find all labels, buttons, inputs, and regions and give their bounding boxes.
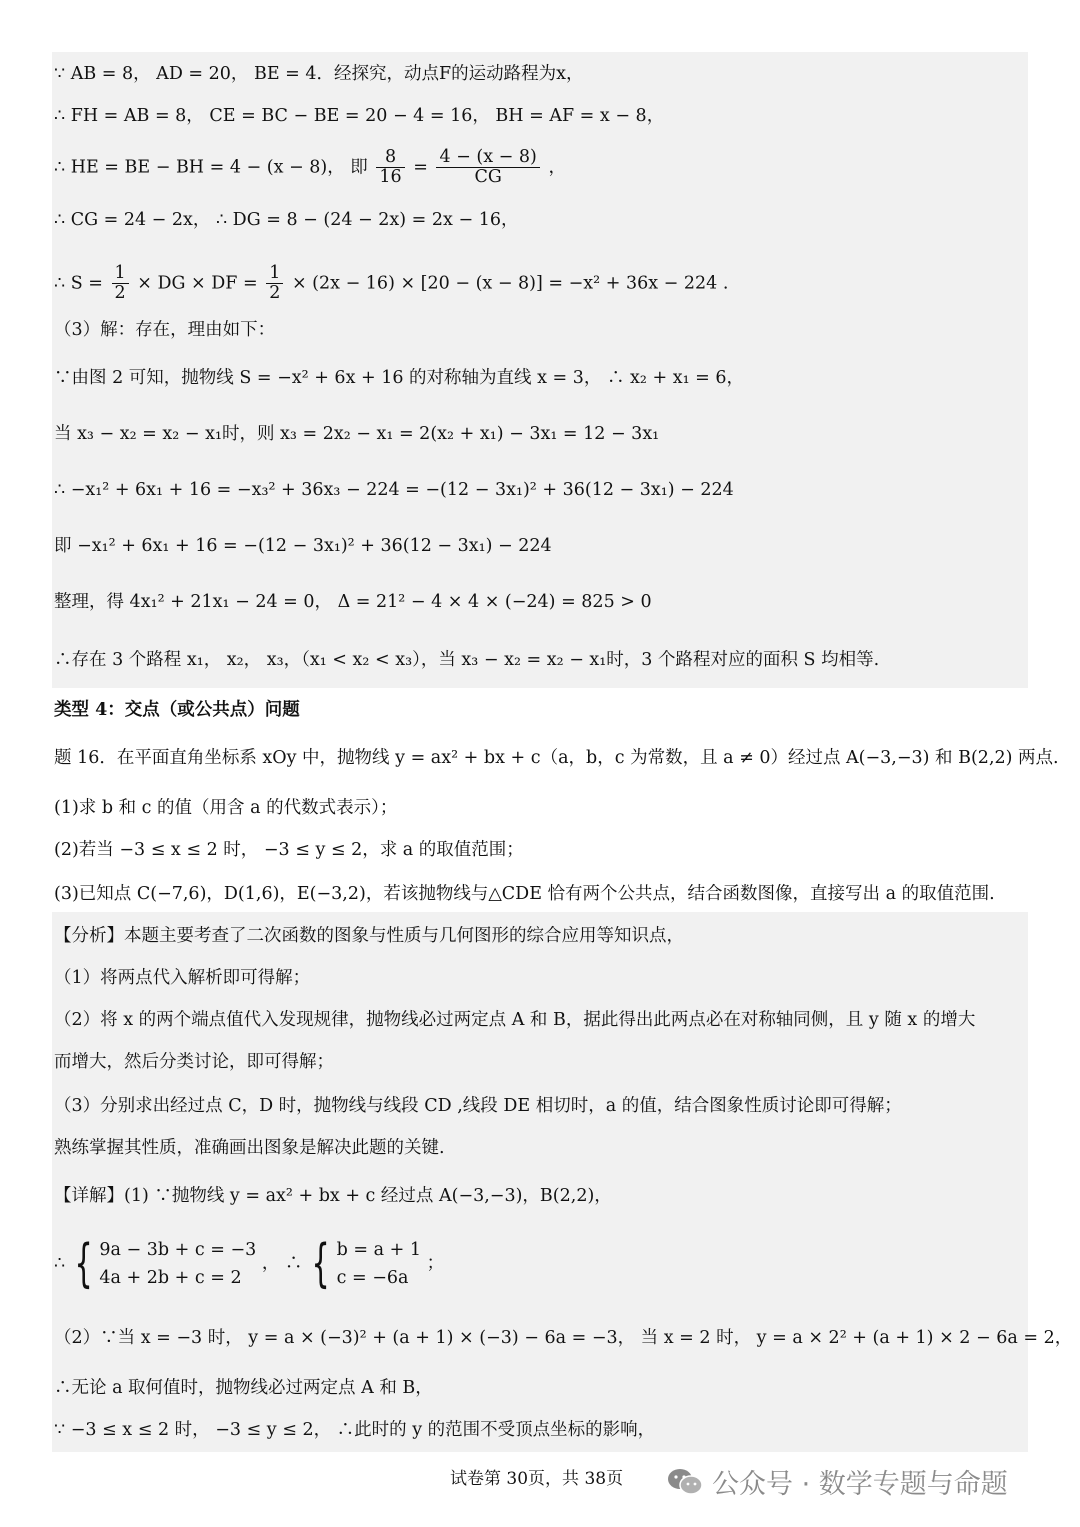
equals-sign: = xyxy=(413,157,428,178)
equation: c = −6a xyxy=(336,1268,409,1288)
text-line-fraction xyxy=(54,264,1040,304)
text-line: （1）将两点代入解析即可得解； xyxy=(54,968,311,988)
numerator: 4 − (x − 8) xyxy=(436,148,539,168)
text-segment: ∴ S = xyxy=(54,273,103,294)
wechat-icon xyxy=(666,1466,704,1498)
text-line: ∴存在 3 个路程 x₁， x₂， x₃，（x₁ < x₂ < x₃），当 x₃ − x₂ = x₂ − x₁时，3 个路程对应的面积 S 均相等. xyxy=(54,650,880,670)
equation-stack xyxy=(99,1236,256,1292)
text-line: ∵由图 2 可知，抛物线 S = −x² + 6x + 16 的对称轴为直线 x = 3， ∴ x₂ + x₁ = 6， xyxy=(54,368,745,388)
text-line: 【分析】本题主要考查了二次函数的图象与性质与几何图形的综合应用等知识点， xyxy=(54,926,684,946)
watermark xyxy=(666,1462,1008,1501)
text-segment: × DG × DF = xyxy=(137,273,258,294)
type-heading: 类型 4：交点（或公共点）问题 xyxy=(54,700,300,720)
text-line: 熟练掌握其性质，准确画出图象是解决此题的关键. xyxy=(54,1138,445,1158)
fraction xyxy=(112,264,129,304)
denominator: 16 xyxy=(379,167,402,188)
denominator: CG xyxy=(474,167,502,188)
denominator: 2 xyxy=(269,283,281,304)
fraction xyxy=(436,148,539,188)
denominator: 2 xyxy=(114,283,126,304)
text-line: 【详解】(1) ∵抛物线 y = ax² + bx + c 经过点 A(−3,−3)，B(2,2)， xyxy=(54,1186,612,1206)
text-segment: × (2x − 16) × [20 − (x − 8)] = −x² + 36x − 224 . xyxy=(291,273,729,294)
text-line: ∵ −3 ≤ x ≤ 2 时， −3 ≤ y ≤ 2， ∴此时的 y 的范围不受顶点坐标的影响， xyxy=(54,1420,656,1440)
fraction xyxy=(376,148,404,188)
equation: 9a − 3b + c = −3 xyxy=(99,1240,257,1260)
watermark-text: 公众号 · 数学专题与命题 xyxy=(712,1469,1008,1500)
question-line: 题 16．在平面直角坐标系 xOy 中，抛物线 y = ax² + bx + c（a，b，c 为常数，且 a ≠ 0）经过点 A(−3,−3) 和 B(2,2) 两点. xyxy=(54,748,1059,768)
separator: ， ∴ xyxy=(261,1253,303,1274)
text-line: ∴ FH = AB = 8， CE = BC − BE = 20 − 4 = 16， BH = AF = x − 8， xyxy=(54,106,665,126)
equation: b = a + 1 xyxy=(336,1240,422,1260)
text-line: ∴无论 a 取何值时，抛物线必过两定点 A 和 B， xyxy=(54,1378,433,1398)
question-line: (2)若当 −3 ≤ x ≤ 2 时， −3 ≤ y ≤ 2，求 a 的取值范围； xyxy=(54,840,524,860)
left-brace-icon: { xyxy=(74,1234,93,1294)
numerator: 1 xyxy=(266,264,283,284)
fraction xyxy=(266,264,283,304)
text-line: ∴ CG = 24 − 2x， ∴ DG = 8 − (24 − 2x) = 2x − 16， xyxy=(54,210,519,230)
text-line: （3）解：存在，理由如下： xyxy=(54,320,276,340)
numerator: 8 xyxy=(376,148,404,168)
text-segment: ， xyxy=(548,157,566,178)
numerator: 1 xyxy=(112,264,129,284)
solution-panel-2 xyxy=(52,912,1028,1452)
text-line: （2）∵当 x = −3 时， y = a × (−3)² + (a + 1) × (−3) − 6a = −3， 当 x = 2 时， y = a × 2² + (a + 1) × 2 − 6a = 2， xyxy=(54,1328,1073,1348)
text-line: 而增大，然后分类讨论，即可得解； xyxy=(54,1052,334,1072)
text-line: 当 x₃ − x₂ = x₂ − x₁时，则 x₃ = 2x₂ − x₁ = 2(x₂ + x₁) − 3x₁ = 12 − 3x₁ xyxy=(54,424,660,444)
question-line: (3)已知点 C(−7,6)，D(1,6)，E(−3,2)，若该抛物线与△CDE 恰有两个公共点，结合函数图像，直接写出 a 的取值范围. xyxy=(54,884,995,904)
left-brace-icon: { xyxy=(311,1234,330,1294)
equation: 4a + 2b + c = 2 xyxy=(99,1268,242,1288)
text-segment: ∴ HE = BE − BH = 4 − (x − 8)， 即 xyxy=(54,157,368,178)
text-line-fraction xyxy=(54,148,1040,188)
therefore-symbol: ∴ xyxy=(54,1253,66,1274)
text-line: （3）分别求出经过点 C，D 时，抛物线与线段 CD ,线段 DE 相切时，a 的值，结合图象性质讨论即可得解； xyxy=(54,1096,902,1116)
text-line: ∵ AB = 8， AD = 20， BE = 4．经探究，动点F的运动路程为x， xyxy=(54,64,584,84)
page-footer: 试卷第 30页，共 38页 xyxy=(450,1469,624,1489)
text-line: 整理，得 4x₁² + 21x₁ − 24 = 0， Δ = 21² − 4 × 4 × (−24) = 825 > 0 xyxy=(54,592,652,612)
text-line: 即 −x₁² + 6x₁ + 16 = −(12 − 3x₁)² + 36(12 − 3x₁) − 224 xyxy=(54,536,552,556)
text-line: ∴ −x₁² + 6x₁ + 16 = −x₃² + 36x₃ − 224 = −(12 − 3x₁)² + 36(12 − 3x₁) − 224 xyxy=(54,480,734,500)
text-line: （2）将 x 的两个端点值代入发现规律，抛物线必过两定点 A 和 B，据此得出此两点必在对称轴同侧，且 y 随 x 的增大 xyxy=(54,1010,976,1030)
equation-system xyxy=(54,1236,444,1292)
equation-stack xyxy=(337,1236,421,1292)
terminator: ； xyxy=(426,1253,445,1274)
question-line: (1)求 b 和 c 的值（用含 a 的代数式表示）； xyxy=(54,798,398,818)
